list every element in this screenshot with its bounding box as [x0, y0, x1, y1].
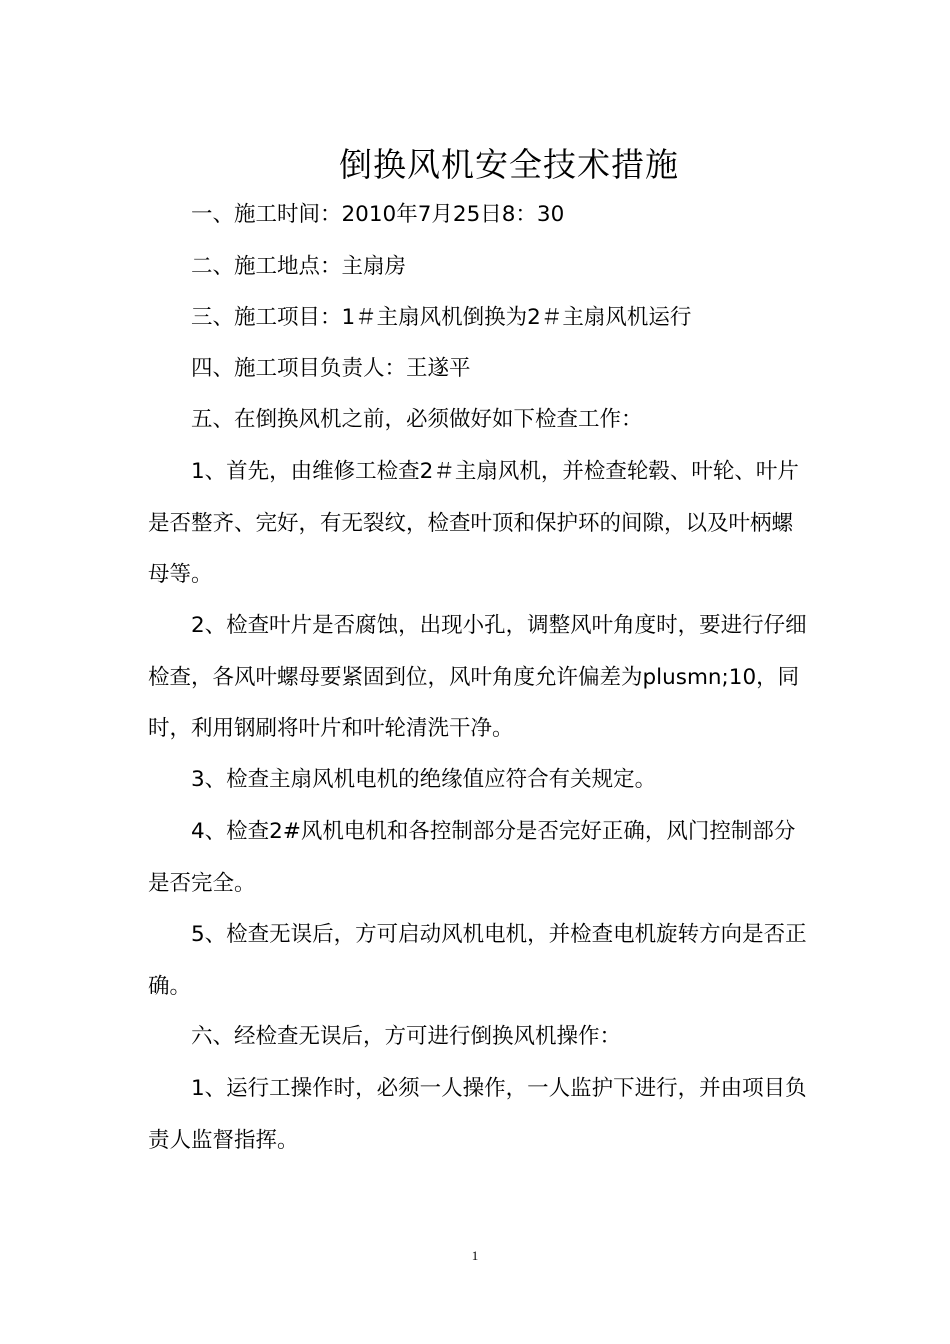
- paragraph-inspection-item-4: 4、检查2#风机电机和各控制部分是否完好正确，风门控制部分是否完全。: [148, 819, 796, 896]
- paragraph-inspection-heading: 五、在倒换风机之前，必须做好如下检查工作：: [191, 407, 643, 432]
- paragraph-construction-item: 三、施工项目：1＃主扇风机倒换为2＃主扇风机运行: [191, 305, 692, 330]
- document-title: 倒换风机安全技术措施: [339, 145, 679, 185]
- paragraph-inspection-item-5: 5、检查无误后，方可启动风机电机，并检查电机旋转方向是否正确。: [148, 922, 807, 999]
- paragraph-person-in-charge: 四、施工项目负责人：王遂平: [191, 356, 471, 381]
- page-number: 1: [471, 1248, 479, 1263]
- paragraph-inspection-item-3: 3、检查主扇风机电机的绝缘值应符合有关规定。: [191, 767, 657, 792]
- paragraph-inspection-item-1: 1、首先，由维修工检查2＃主扇风机，并检查轮毂、叶轮、叶片是否整齐、完好，有无裂纹，检查叶顶和保护环的间隙，以及叶柄螺母等。: [148, 459, 799, 588]
- paragraph-construction-time: 一、施工时间：2010年7月25日8：30: [191, 202, 565, 227]
- paragraph-inspection-item-2: 2、检查叶片是否腐蚀，出现小孔，调整风叶角度时，要进行仔细检查，各风叶螺母要紧固到位，风叶角度允许偏差为plusmn;10，同时，利用钢刷将叶片和叶轮清洗干净。: [148, 613, 807, 742]
- paragraph-construction-location: 二、施工地点：主扇房: [191, 254, 407, 279]
- paragraph-operation-heading: 六、经检查无误后，方可进行倒换风机操作：: [191, 1024, 622, 1049]
- paragraph-operation-item-1: 1、运行工操作时，必须一人操作，一人监护下进行，并由项目负责人监督指挥。: [148, 1076, 807, 1153]
